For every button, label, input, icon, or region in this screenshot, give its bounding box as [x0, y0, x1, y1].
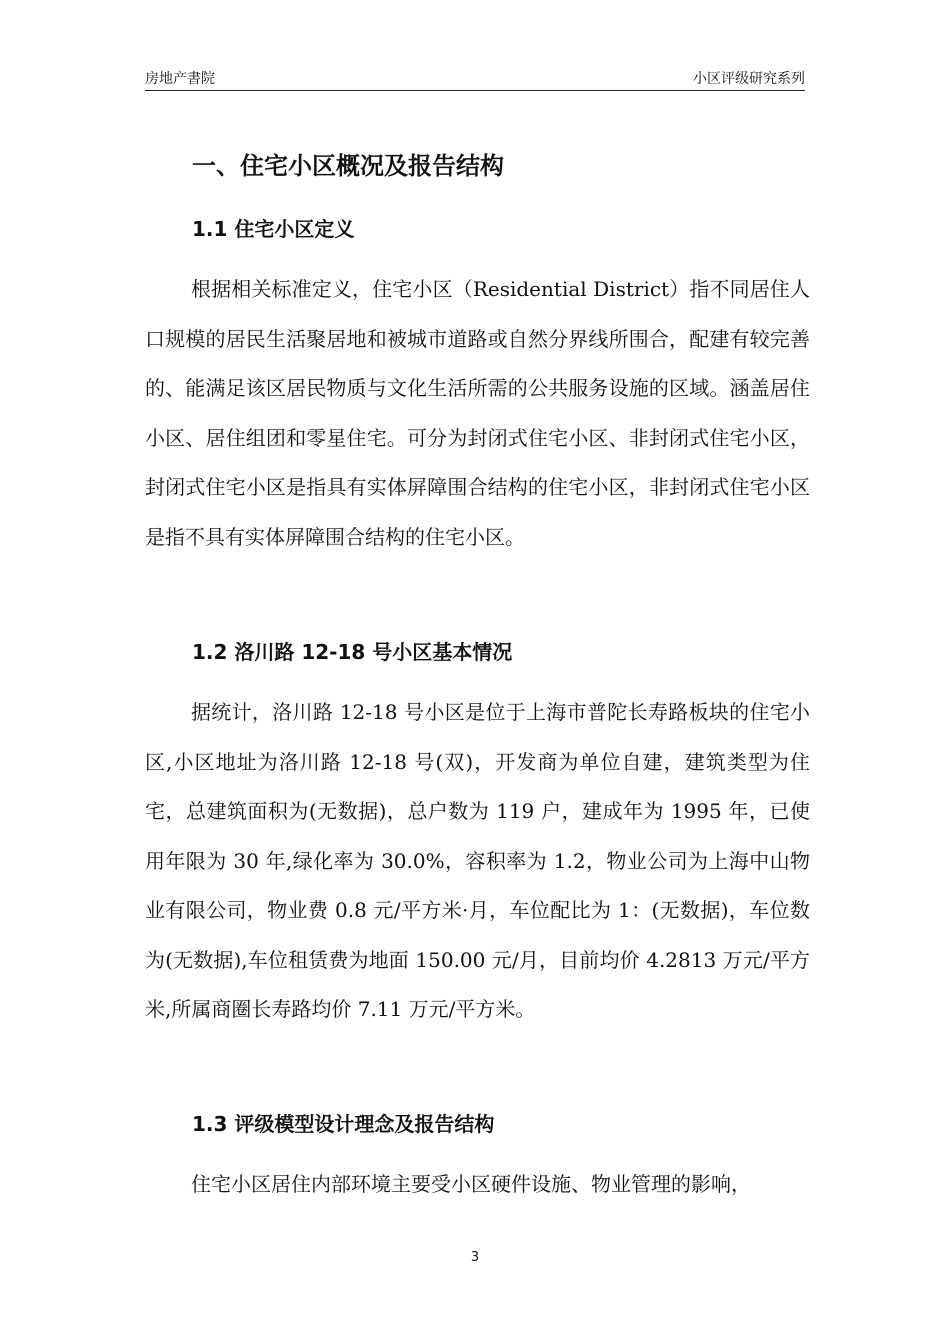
header-left-title: 房地产書院	[145, 71, 215, 87]
subsection-heading-1-3: 1.3 评级模型设计理念及报告结构	[192, 1112, 495, 1136]
paragraph-definition: 根据相关标准定义，住宅小区（Residential District）指不同居住人口规模的居民生活聚居地和被城市道路或自然分界线所围合，配建有较完善的、能满足该区居民物质与文化生活所需的公共服务设施的区域。涵盖居住小区、居住组团和零星住宅。可分为封闭式住宅小区、非封闭式住宅小区，封闭式住宅小区是指具有实体屏障围合结构的住宅小区，非封闭式住宅小区是指不具有实体屏障围合结构的住宅小区。	[145, 277, 810, 549]
page-header	[145, 68, 805, 91]
header-right-title: 小区评级研究系列	[693, 71, 805, 87]
paragraph-model-design: 住宅小区居住内部环境主要受小区硬件设施、物业管理的影响，	[191, 1172, 751, 1196]
page-number: 3	[470, 1250, 480, 1265]
section-heading: 一、住宅小区概况及报告结构	[192, 152, 504, 180]
subsection-heading-1-2: 1.2 洛川路 12-18 号小区基本情况	[192, 640, 513, 664]
paragraph-community-info: 据统计，洛川路 12-18 号小区是位于上海市普陀长寿路板块的住宅小区,小区地址为洛川路 12-18 号(双)，开发商为单位自建，建筑类型为住宅，总建筑面积为(无数据)，总户数为 119 户，建成年为 1995 年，已使用年限为 30 年,绿化率为 30.0%，容积率为 1.2，物业公司为上海中山物业有限公司，物业费 0.8 元/平方米·月，车位配比为 1：(无数据)，车位数为(无数据),车位租赁费为地面 150.00 元/月，目前均价 4.2813 万元/平方米,所属商圈长寿路均价 7.11 万元/平方米。	[145, 700, 810, 1021]
subsection-heading-1-1: 1.1 住宅小区定义	[192, 217, 355, 241]
